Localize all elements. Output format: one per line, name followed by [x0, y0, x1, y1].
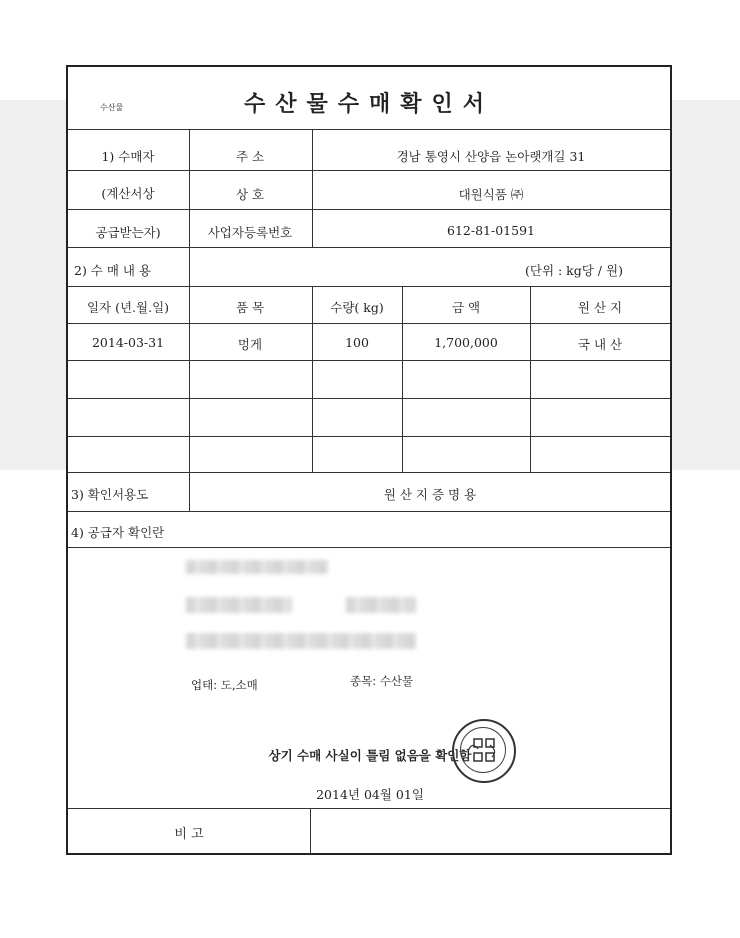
- table-cell-date: 2014-03-31: [91, 335, 165, 350]
- regno-value: 612-81-01591: [447, 223, 535, 238]
- table-cell-origin: 국 내 산: [577, 337, 623, 352]
- header-quantity: 수량( kg): [330, 300, 384, 315]
- company-seal-stamp: [452, 719, 516, 783]
- header-origin: 원 산 지: [577, 300, 623, 315]
- table-cell-quantity: 100: [345, 335, 369, 350]
- buyer-label-sub1: (계산서상: [101, 186, 155, 201]
- regno-label: 사업자등록번호: [207, 225, 293, 240]
- company-value: 대원식품 ㈜: [458, 187, 524, 202]
- header-item: 품 목: [235, 300, 265, 315]
- redacted-supplier-name: [186, 560, 328, 574]
- table-cell-item: 멍게: [237, 337, 263, 352]
- address-label: 주 소: [235, 149, 265, 164]
- business-item: 종목: 수산물: [350, 674, 414, 688]
- usage-value: 원 산 지 증 명 용: [383, 487, 477, 502]
- header-date: 일자 (년.월.일): [86, 300, 170, 315]
- table-cell-amount: 1,700,000: [434, 335, 498, 350]
- address-value: 경남 통영시 산양읍 논아랫개길 31: [396, 149, 586, 164]
- unit-note: (단위 : kg당 / 원): [525, 263, 623, 278]
- buyer-label: 1) 수매자: [101, 149, 155, 164]
- confirmation-form: [66, 65, 672, 855]
- usage-label: 3) 확인서용도: [71, 487, 149, 502]
- buyer-label-sub2: 공급받는자): [95, 225, 161, 240]
- business-type: 업태: 도,소매: [191, 678, 258, 692]
- confirmation-date: 2014년 04월 01일: [316, 787, 424, 802]
- purchase-details-label: 2) 수 매 내 용: [74, 263, 152, 278]
- header-amount: 금 액: [451, 300, 481, 315]
- confirmation-statement: 상기 수매 사실이 틀림 없음을 확인함: [268, 748, 472, 763]
- redacted-supplier-rep: [186, 597, 292, 613]
- redacted-supplier-regno: [346, 597, 416, 613]
- remarks-label: 비 고: [174, 827, 204, 842]
- company-label: 상 호: [235, 187, 265, 202]
- supplier-confirm-label: 4) 공급자 확인란: [71, 525, 165, 540]
- form-title: 수산물수매확인서: [243, 91, 495, 117]
- redacted-supplier-address: [186, 633, 416, 649]
- side-label: 수산물: [100, 103, 124, 112]
